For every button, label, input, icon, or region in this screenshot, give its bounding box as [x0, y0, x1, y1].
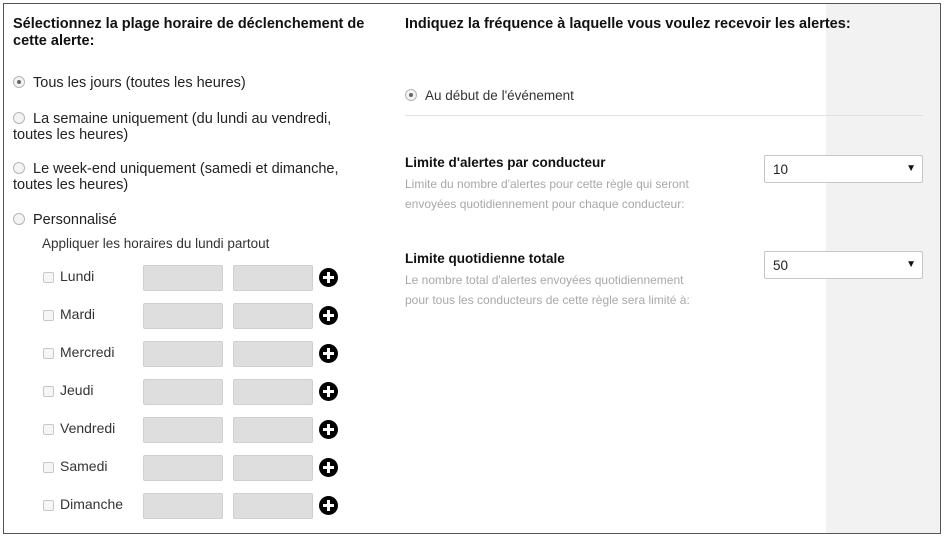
start-time-input[interactable] [143, 341, 223, 367]
driver-limit-title: Limite d'alertes par conducteur [405, 155, 606, 170]
time-range-heading: Sélectionnez la plage horaire de déclenchement de cette alerte: [13, 16, 365, 49]
end-time-input[interactable] [233, 417, 313, 443]
day-checkbox-saturday[interactable] [43, 462, 54, 473]
end-time-input[interactable] [233, 455, 313, 481]
day-checkbox-wednesday[interactable] [43, 348, 54, 359]
end-time-input[interactable] [233, 265, 313, 291]
radio-custom[interactable] [13, 213, 25, 225]
driver-limit-select[interactable] [764, 155, 923, 183]
day-row-wednesday [42, 341, 342, 369]
add-time-range-icon[interactable] [319, 420, 338, 439]
driver-limit-help: Limite du nombre d'alertes pour cette règle qui seront envoyées quotidiennement pour chaque conducteur: [405, 177, 689, 211]
radio-weekdays[interactable] [13, 112, 25, 124]
day-label: Dimanche [60, 496, 124, 512]
day-checkbox-tuesday[interactable] [43, 310, 54, 321]
alert-settings-panel [3, 3, 941, 534]
option-weekdays[interactable] [13, 111, 363, 143]
day-checkbox-monday[interactable] [43, 272, 54, 283]
daily-limit-help: Le nombre total d'alertes envoyées quotidiennement pour tous les conducteurs de cette règle sera limité à: [405, 273, 690, 307]
daily-limit-select[interactable] [764, 251, 923, 279]
day-row-saturday [42, 455, 342, 483]
start-time-input[interactable] [143, 265, 223, 291]
add-time-range-icon[interactable] [319, 344, 338, 363]
add-time-range-icon[interactable] [319, 268, 338, 287]
day-label: Mardi [60, 306, 96, 322]
option-event-start[interactable] [405, 88, 574, 103]
add-time-range-icon[interactable] [319, 306, 338, 325]
daily-limit-value: 50 [773, 258, 789, 273]
start-time-input[interactable] [143, 379, 223, 405]
option-custom-label: Personnalisé [33, 212, 117, 228]
day-row-friday [42, 417, 342, 445]
option-every-day[interactable] [13, 75, 363, 91]
option-custom[interactable] [13, 212, 363, 228]
radio-weekend[interactable] [13, 162, 25, 174]
option-event-start-label: Au début de l'événement [425, 88, 574, 103]
driver-limit-value: 10 [773, 162, 789, 177]
end-time-input[interactable] [233, 341, 313, 367]
radio-event-start[interactable] [405, 89, 417, 101]
time-range-section [4, 4, 394, 533]
chevron-down-icon: ▼ [906, 163, 916, 174]
day-checkbox-sunday[interactable] [43, 500, 54, 511]
start-time-input[interactable] [143, 493, 223, 519]
day-row-sunday [42, 493, 342, 521]
day-row-monday [42, 265, 342, 293]
end-time-input[interactable] [233, 303, 313, 329]
option-weekdays-label: La semaine uniquement (du lundi au vendredi, toutes les heures) [13, 111, 332, 143]
day-label: Vendredi [60, 420, 116, 436]
option-every-day-label: Tous les jours (toutes les heures) [33, 75, 246, 91]
add-time-range-icon[interactable] [319, 458, 338, 477]
start-time-input[interactable] [143, 303, 223, 329]
day-label: Samedi [60, 458, 108, 474]
radio-every-day[interactable] [13, 76, 25, 88]
daily-limit-title: Limite quotidienne totale [405, 251, 565, 266]
start-time-input[interactable] [143, 417, 223, 443]
option-weekend-label: Le week-end uniquement (samedi et dimanche, toutes les heures) [13, 161, 339, 193]
add-time-range-icon[interactable] [319, 382, 338, 401]
chevron-down-icon: ▼ [906, 259, 916, 270]
day-label: Lundi [60, 268, 95, 284]
end-time-input[interactable] [233, 379, 313, 405]
day-label: Jeudi [60, 382, 94, 398]
day-checkbox-thursday[interactable] [43, 386, 54, 397]
start-time-input[interactable] [143, 455, 223, 481]
divider [405, 115, 923, 116]
day-checkbox-friday[interactable] [43, 424, 54, 435]
option-weekend[interactable] [13, 161, 363, 193]
day-row-tuesday [42, 303, 342, 331]
day-label: Mercredi [60, 344, 115, 360]
end-time-input[interactable] [233, 493, 313, 519]
frequency-heading: Indiquez la fréquence à laquelle vous voulez recevoir les alertes: [405, 16, 851, 32]
add-time-range-icon[interactable] [319, 496, 338, 515]
apply-monday-everywhere-link[interactable]: Appliquer les horaires du lundi partout [42, 236, 270, 251]
day-row-thursday [42, 379, 342, 407]
